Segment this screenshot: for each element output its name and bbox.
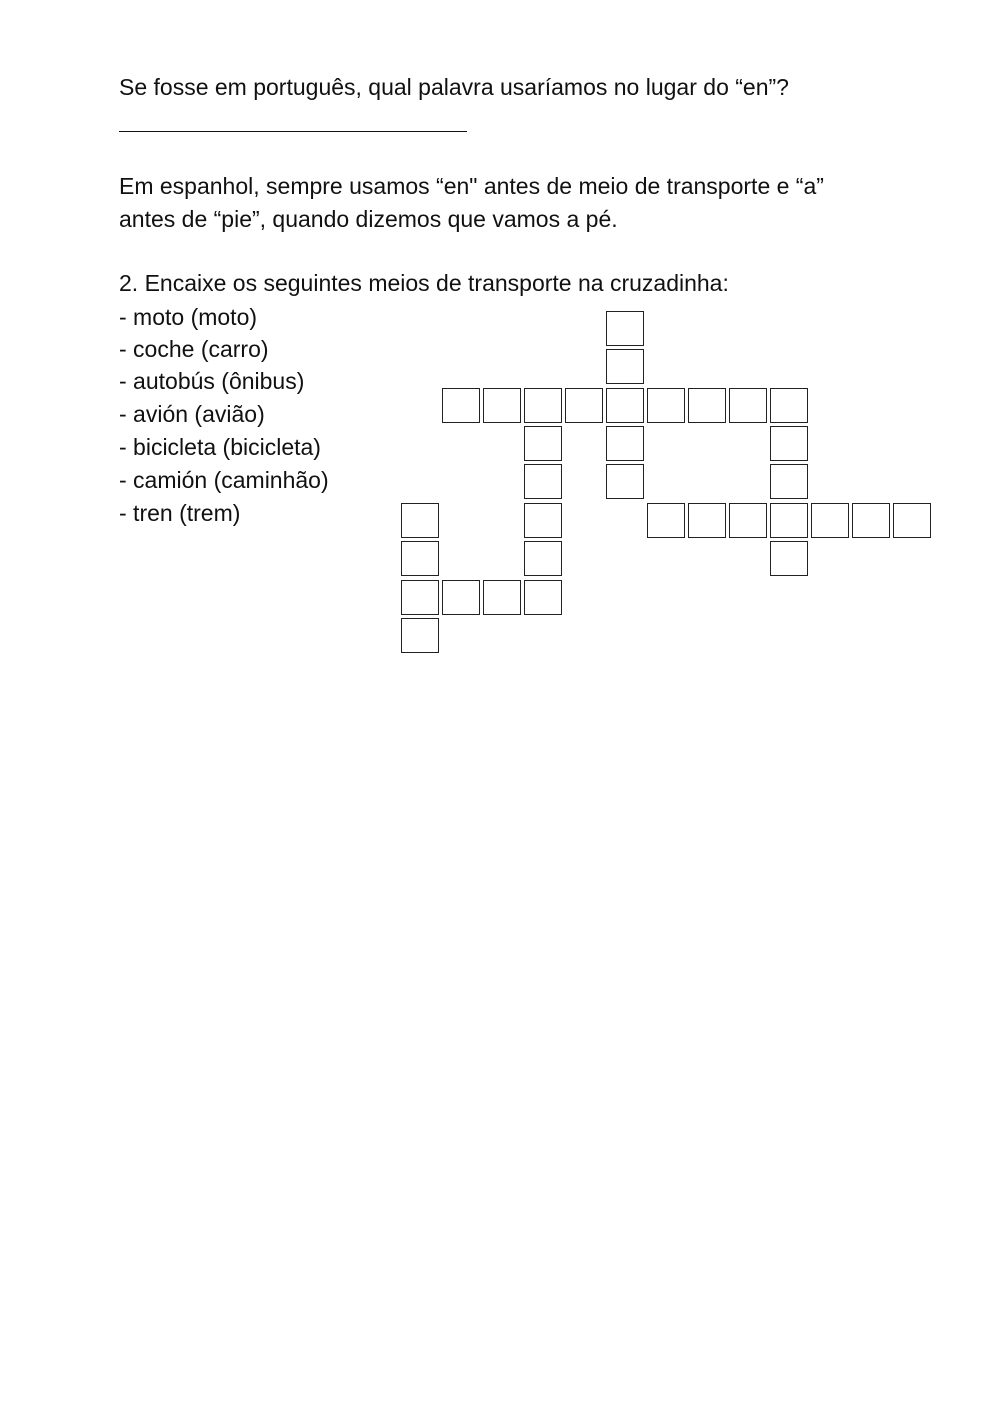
- crossword-cell[interactable]: [688, 388, 726, 423]
- crossword-cell[interactable]: [852, 503, 890, 538]
- word-list-item: - autobús (ônibus): [119, 368, 305, 394]
- crossword-cell[interactable]: [688, 503, 726, 538]
- crossword-cell[interactable]: [729, 503, 767, 538]
- crossword-cell[interactable]: [524, 503, 562, 538]
- crossword-cell[interactable]: [606, 426, 644, 461]
- crossword-cell[interactable]: [401, 580, 439, 615]
- crossword-cell[interactable]: [524, 388, 562, 423]
- word-list-item: - bicicleta (bicicleta): [119, 434, 321, 460]
- crossword-cell[interactable]: [565, 388, 603, 423]
- crossword-cell[interactable]: [524, 426, 562, 461]
- word-list-item: - coche (carro): [119, 336, 269, 362]
- crossword-cell[interactable]: [401, 618, 439, 653]
- word-list-item: - avión (avião): [119, 401, 265, 427]
- crossword-cell[interactable]: [811, 503, 849, 538]
- crossword-cell[interactable]: [401, 503, 439, 538]
- explanation-line-2: antes de “pie”, quando dizemos que vamos a pé.: [119, 206, 618, 232]
- word-list-item: - moto (moto): [119, 304, 258, 330]
- crossword-cell[interactable]: [770, 464, 808, 499]
- crossword-cell[interactable]: [606, 388, 644, 423]
- crossword-cell[interactable]: [647, 503, 685, 538]
- crossword-cell[interactable]: [606, 464, 644, 499]
- crossword-cell[interactable]: [770, 388, 808, 423]
- crossword-cell[interactable]: [524, 464, 562, 499]
- crossword-cell[interactable]: [729, 388, 767, 423]
- word-list-item: - camión (caminhão): [119, 467, 329, 493]
- crossword-cell[interactable]: [770, 541, 808, 576]
- explanation-line-1: Em espanhol, sempre usamos “en" antes de meio de transporte e “a”: [119, 173, 824, 199]
- crossword-cell[interactable]: [524, 541, 562, 576]
- crossword-cell[interactable]: [483, 388, 521, 423]
- crossword-cell[interactable]: [647, 388, 685, 423]
- crossword-cell[interactable]: [606, 311, 644, 346]
- crossword-cell[interactable]: [483, 580, 521, 615]
- crossword-cell[interactable]: [524, 580, 562, 615]
- crossword-cell[interactable]: [770, 426, 808, 461]
- crossword-cell[interactable]: [442, 580, 480, 615]
- word-list-item: - tren (trem): [119, 500, 241, 526]
- crossword-cell[interactable]: [893, 503, 931, 538]
- question-1-prompt: Se fosse em português, qual palavra usaríamos no lugar do “en”?: [119, 74, 789, 100]
- crossword-cell[interactable]: [442, 388, 480, 423]
- question-2-prompt: 2. Encaixe os seguintes meios de transporte na cruzadinha:: [119, 270, 729, 296]
- crossword-cell[interactable]: [401, 541, 439, 576]
- crossword-cell[interactable]: [606, 349, 644, 384]
- crossword-cell[interactable]: [770, 503, 808, 538]
- answer-blank-line[interactable]: [119, 131, 467, 132]
